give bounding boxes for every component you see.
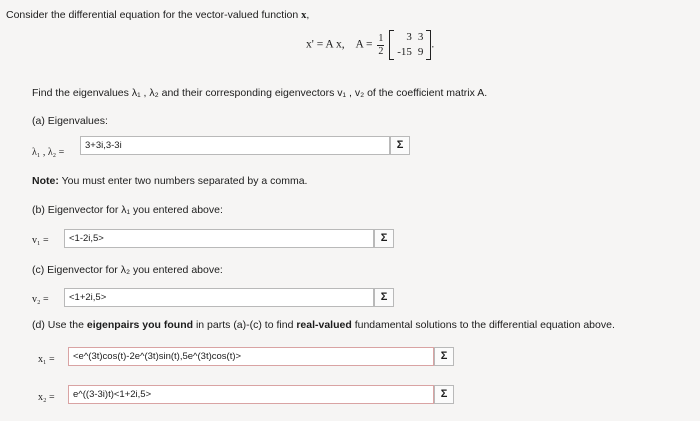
note-text: Note: You must enter two numbers separated by a comma.: [32, 175, 308, 187]
v2-input[interactable]: <1+2i,5>: [64, 288, 374, 307]
sigma-button-a[interactable]: Σ: [390, 136, 410, 155]
find-instruction: Find the eigenvalues λ₁ , λ₂ and their corresponding eigenvectors v₁ , v₂ of the coefficient matrix A.: [32, 87, 488, 99]
x2-input[interactable]: e^((3-3i)t)<1+2i,5>: [68, 385, 434, 404]
part-b-heading: (b) Eigenvector for λ₁ you entered above:: [32, 204, 223, 216]
part-d-heading: (d) Use the eigenpairs you found in parts (a)-(c) to find real-valued fundamental solutions to the differential equation above.: [32, 319, 615, 331]
coefficient-matrix: 3 3 -15 9: [389, 30, 431, 60]
part-a-heading: (a) Eigenvalues:: [32, 115, 108, 127]
sigma-button-c[interactable]: Σ: [374, 288, 394, 307]
note-bold: Note:: [32, 175, 59, 187]
v1-label: v₁ =: [32, 235, 49, 246]
x1-label: x₁ =: [38, 354, 55, 365]
v2-label: v₂ =: [32, 294, 49, 305]
equation-lhs: x' = A x,: [306, 38, 345, 51]
differential-equation: x' = A x, A = $\frac{1}{2}$ 3 3 -15 9 .: [306, 31, 435, 58]
intro-text: Consider the differential equation for the vector-valued function: [6, 9, 299, 21]
eigenvalues-input[interactable]: 3+3i,3-3i: [80, 136, 390, 155]
x2-label: x₂ =: [38, 392, 55, 403]
x1-input[interactable]: <e^(3t)cos(t)-2e^(3t)sin(t),5e^(3t)cos(t)>: [68, 347, 434, 366]
scalar-fraction: $\frac{1}{2}$: [378, 32, 384, 57]
problem-intro: Consider the differential equation for the vector-valued function x,: [6, 9, 310, 21]
eigenvalues-label: λ₁ , λ₂ =: [32, 147, 65, 158]
part-c-heading: (c) Eigenvector for λ₂ you entered above:: [32, 264, 223, 276]
intro-variable: x: [301, 10, 307, 21]
matrix-a-label: A =: [355, 38, 373, 51]
sigma-button-b[interactable]: Σ: [374, 229, 394, 248]
sigma-button-d2[interactable]: Σ: [434, 385, 454, 404]
sigma-button-d1[interactable]: Σ: [434, 347, 454, 366]
v1-input[interactable]: <1-2i,5>: [64, 229, 374, 248]
